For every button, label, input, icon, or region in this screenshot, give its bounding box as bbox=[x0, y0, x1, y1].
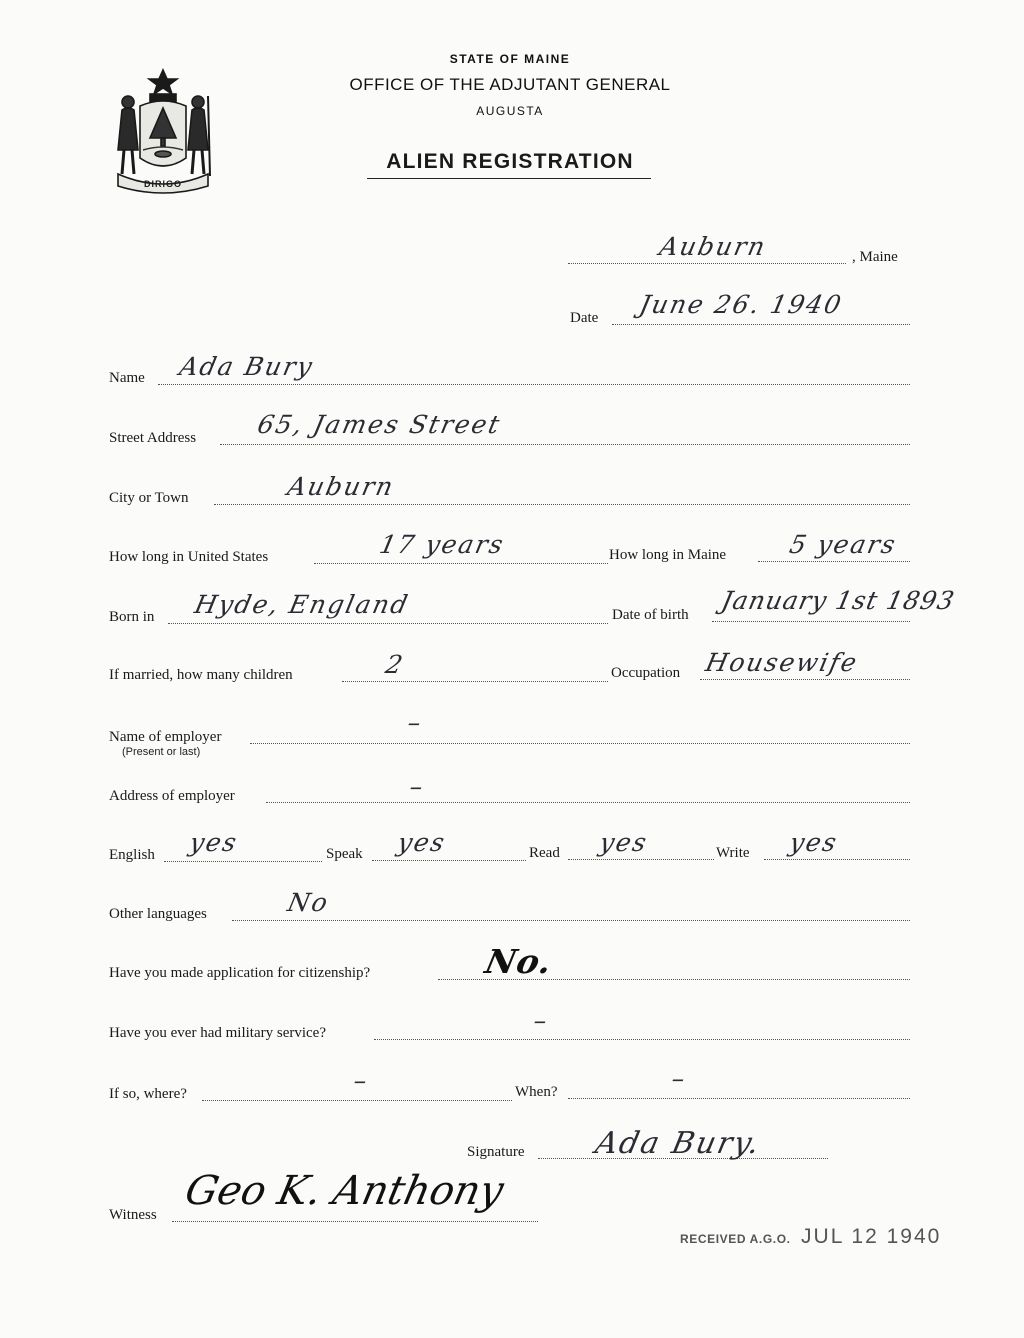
where-line bbox=[202, 1100, 512, 1101]
received-stamp-date: JUL 12 1940 bbox=[801, 1225, 942, 1248]
employer-address-line bbox=[266, 802, 910, 803]
where-label: If so, where? bbox=[109, 1086, 187, 1102]
form-title: ALIEN REGISTRATION bbox=[386, 150, 634, 173]
write-label: Write bbox=[716, 845, 750, 861]
title-underline bbox=[367, 178, 651, 179]
children-label: If married, how many children bbox=[109, 667, 293, 683]
how-long-maine-value: 5 years bbox=[786, 530, 900, 559]
write-line bbox=[764, 859, 910, 860]
speak-label: Speak bbox=[326, 846, 363, 862]
received-stamp bbox=[680, 1225, 941, 1249]
read-line bbox=[568, 859, 714, 860]
military-line bbox=[374, 1039, 910, 1040]
name-line bbox=[158, 384, 910, 385]
witness-line bbox=[172, 1221, 538, 1222]
born-in-line bbox=[168, 623, 608, 624]
header-city: AUGUSTA bbox=[476, 104, 544, 118]
employer-name-label: Name of employer bbox=[109, 729, 222, 745]
street-address-value: 65, James Street bbox=[254, 410, 504, 439]
date-line bbox=[612, 324, 910, 325]
other-languages-label: Other languages bbox=[109, 906, 207, 922]
header-state: STATE OF MAINE bbox=[449, 52, 571, 66]
employer-name-sub: (Present or last) bbox=[122, 746, 201, 758]
date-value: June 26. 1940 bbox=[636, 290, 846, 319]
signature-label: Signature bbox=[467, 1144, 525, 1160]
witness-value: Geo K. Anthony bbox=[181, 1168, 508, 1214]
town-line bbox=[568, 263, 846, 264]
occupation-label: Occupation bbox=[611, 665, 681, 681]
when-label: When? bbox=[515, 1084, 558, 1100]
military-label: Have you ever had military service? bbox=[109, 1025, 326, 1041]
city-label: City or Town bbox=[109, 490, 189, 506]
military-value: – bbox=[530, 1006, 552, 1035]
write-value: yes bbox=[786, 828, 841, 857]
seal-motto: DIRIGO bbox=[143, 179, 183, 189]
read-label: Read bbox=[529, 845, 560, 861]
occupation-value: Housewife bbox=[702, 648, 862, 677]
name-value: Ada Bury bbox=[176, 352, 317, 381]
date-of-birth-line bbox=[712, 621, 910, 622]
occupation-line bbox=[700, 679, 910, 680]
street-address-line bbox=[220, 444, 910, 445]
children-value: 2 bbox=[382, 650, 407, 679]
city-line bbox=[214, 504, 910, 505]
employer-name-value: – bbox=[404, 708, 426, 737]
born-in-label: Born in bbox=[109, 609, 155, 625]
town-value: Auburn bbox=[656, 232, 770, 261]
read-value: yes bbox=[596, 828, 651, 857]
english-label: English bbox=[109, 847, 155, 863]
how-long-maine-label: How long in Maine bbox=[609, 547, 727, 563]
citizenship-value: No. bbox=[481, 942, 557, 981]
city-value: Auburn bbox=[284, 472, 398, 501]
witness-label: Witness bbox=[109, 1207, 157, 1223]
employer-name-line bbox=[250, 743, 910, 744]
employer-address-label: Address of employer bbox=[109, 788, 235, 804]
how-long-us-value: 17 years bbox=[376, 530, 508, 559]
how-long-us-label: How long in United States bbox=[109, 549, 269, 565]
maine-label: , Maine bbox=[852, 249, 898, 265]
date-of-birth-label: Date of birth bbox=[612, 607, 689, 623]
other-languages-line bbox=[232, 920, 910, 921]
children-line bbox=[342, 681, 608, 682]
received-stamp-text: RECEIVED A.G.O. bbox=[680, 1232, 791, 1246]
state-seal-icon bbox=[110, 66, 216, 196]
citizenship-label: Have you made application for citizenship? bbox=[109, 965, 371, 981]
how-long-us-line bbox=[314, 563, 608, 564]
other-languages-value: No bbox=[284, 888, 333, 917]
street-address-label: Street Address bbox=[109, 430, 197, 446]
english-value: yes bbox=[186, 828, 241, 857]
header-office: OFFICE OF THE ADJUTANT GENERAL bbox=[349, 75, 671, 94]
speak-line bbox=[372, 860, 526, 861]
speak-value: yes bbox=[394, 828, 449, 857]
name-label: Name bbox=[109, 370, 145, 386]
employer-address-value: – bbox=[406, 772, 428, 801]
date-label: Date bbox=[570, 310, 599, 326]
born-in-value: Hyde, England bbox=[191, 590, 413, 619]
when-value: – bbox=[668, 1064, 690, 1093]
how-long-maine-line bbox=[758, 561, 910, 562]
where-value: – bbox=[350, 1066, 372, 1095]
english-line bbox=[164, 861, 322, 862]
when-line bbox=[568, 1098, 910, 1099]
date-of-birth-value: January 1st 1893 bbox=[718, 586, 958, 615]
signature-value: Ada Bury. bbox=[592, 1126, 765, 1161]
